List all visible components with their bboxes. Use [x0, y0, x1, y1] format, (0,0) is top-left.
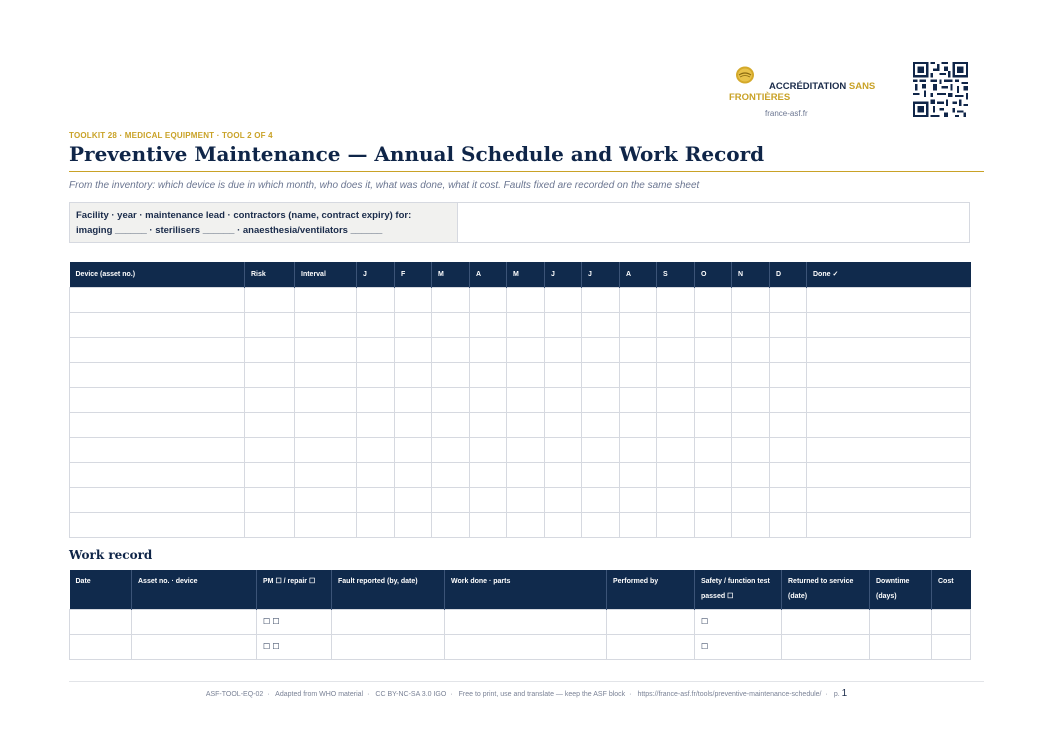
schedule-header-month: F — [395, 262, 432, 288]
footer-usage: Free to print, use and translate — keep the ASF block — [458, 691, 626, 698]
schedule-cell[interactable] — [770, 288, 807, 313]
schedule-cell[interactable] — [582, 463, 620, 488]
schedule-cell[interactable] — [70, 288, 245, 313]
footer-url[interactable]: https://france-asf.fr/tools/preventive-maintenance-schedule/ — [637, 691, 822, 698]
schedule-cell[interactable] — [470, 438, 507, 463]
brand-url[interactable]: france-asf.fr — [765, 109, 808, 118]
schedule-cell[interactable] — [695, 313, 732, 338]
schedule-cell[interactable] — [657, 463, 695, 488]
schedule-cell[interactable] — [545, 488, 582, 513]
schedule-cell[interactable] — [357, 338, 395, 363]
schedule-cell[interactable] — [70, 313, 245, 338]
work-record-cell[interactable] — [607, 634, 695, 659]
schedule-cell[interactable] — [507, 363, 545, 388]
schedule-cell[interactable] — [357, 288, 395, 313]
schedule-cell[interactable] — [545, 388, 582, 413]
schedule-cell[interactable] — [582, 438, 620, 463]
schedule-cell[interactable] — [295, 413, 357, 438]
schedule-header-month: J — [582, 262, 620, 288]
schedule-cell[interactable] — [695, 488, 732, 513]
schedule-cell[interactable] — [295, 338, 357, 363]
work-header-cost: Cost — [932, 570, 971, 609]
facility-box — [69, 202, 970, 243]
work-record-row — [70, 609, 971, 634]
work-record-cell[interactable] — [332, 634, 445, 659]
schedule-cell[interactable] — [470, 413, 507, 438]
schedule-cell[interactable] — [695, 338, 732, 363]
schedule-cell[interactable] — [545, 288, 582, 313]
schedule-cell[interactable] — [732, 313, 770, 338]
schedule-body — [70, 288, 971, 538]
schedule-header-device: Device (asset no.) — [70, 262, 245, 288]
schedule-cell[interactable] — [807, 463, 971, 488]
schedule-cell[interactable] — [507, 288, 545, 313]
work-record-cell[interactable]: ☐ ☐ — [257, 634, 332, 659]
brand-name-part1: ACCRÉDITATION — [769, 81, 847, 92]
schedule-cell[interactable] — [70, 338, 245, 363]
schedule-cell[interactable] — [620, 438, 657, 463]
schedule-cell[interactable] — [582, 363, 620, 388]
schedule-cell[interactable] — [657, 438, 695, 463]
schedule-header-month: J — [545, 262, 582, 288]
schedule-cell[interactable] — [245, 438, 295, 463]
schedule-cell[interactable] — [295, 363, 357, 388]
schedule-cell[interactable] — [545, 338, 582, 363]
schedule-cell[interactable] — [620, 338, 657, 363]
schedule-row — [70, 413, 971, 438]
schedule-cell[interactable] — [582, 313, 620, 338]
footer-license: CC BY-NC-SA 3.0 IGO — [375, 691, 447, 698]
work-record-body — [70, 609, 971, 659]
schedule-cell[interactable] — [245, 488, 295, 513]
schedule-cell[interactable] — [807, 338, 971, 363]
schedule-header-risk: Risk — [245, 262, 295, 288]
schedule-cell[interactable] — [245, 463, 295, 488]
work-record-cell[interactable] — [332, 609, 445, 634]
schedule-cell[interactable] — [245, 313, 295, 338]
schedule-cell[interactable] — [507, 338, 545, 363]
schedule-cell[interactable] — [657, 288, 695, 313]
work-record-cell[interactable]: ☐ — [695, 634, 782, 659]
work-record-cell[interactable] — [932, 634, 971, 659]
schedule-cell[interactable] — [695, 463, 732, 488]
page-title: Preventive Maintenance — Annual Schedule and Work Record — [69, 142, 765, 166]
footer-divider — [69, 681, 984, 682]
footer-code: ASF-TOOL-EQ-02 — [205, 691, 264, 698]
schedule-cell[interactable] — [295, 288, 357, 313]
schedule-cell[interactable] — [770, 513, 807, 538]
schedule-cell[interactable] — [770, 338, 807, 363]
work-record-row — [70, 634, 971, 659]
schedule-cell[interactable] — [620, 288, 657, 313]
schedule-cell[interactable] — [357, 363, 395, 388]
schedule-cell[interactable] — [807, 388, 971, 413]
schedule-cell[interactable] — [770, 438, 807, 463]
schedule-cell[interactable] — [732, 338, 770, 363]
facility-label-line1: Facility · year · maintenance lead · contractors (name, contract expiry) for: — [76, 210, 412, 221]
work-record-cell[interactable]: ☐ — [695, 609, 782, 634]
schedule-cell[interactable] — [470, 513, 507, 538]
qr-code-icon — [913, 62, 968, 117]
schedule-cell[interactable] — [432, 463, 470, 488]
facility-label-line2: imaging ______ · sterilisers ______ · anaesthesia/ventilators ______ — [76, 225, 383, 236]
schedule-header-month: O — [695, 262, 732, 288]
schedule-cell[interactable] — [507, 313, 545, 338]
work-header-fault: Fault reported (by, date) — [332, 570, 445, 609]
schedule-cell[interactable] — [395, 463, 432, 488]
schedule-cell[interactable] — [657, 388, 695, 413]
work-record-heading: Work record — [69, 548, 153, 562]
schedule-cell[interactable] — [470, 338, 507, 363]
schedule-cell[interactable] — [507, 388, 545, 413]
work-record-cell[interactable] — [445, 609, 607, 634]
schedule-cell[interactable] — [245, 363, 295, 388]
facility-input-area[interactable] — [458, 203, 969, 242]
schedule-cell[interactable] — [470, 363, 507, 388]
schedule-header-month: J — [357, 262, 395, 288]
schedule-cell[interactable] — [470, 288, 507, 313]
work-record-cell[interactable] — [782, 609, 870, 634]
schedule-cell[interactable] — [357, 438, 395, 463]
schedule-cell[interactable] — [695, 363, 732, 388]
schedule-row — [70, 438, 971, 463]
schedule-cell[interactable] — [395, 513, 432, 538]
schedule-cell[interactable] — [70, 413, 245, 438]
page-footer: ASF-TOOL-EQ-02 · Adapted from WHO material · CC BY-NC-SA 3.0 IGO · Free to print, use and translate — keep the ASF block · https://france-asf.fr/tools/preventive-maintenance-schedule/ · p. 1 — [205, 688, 848, 699]
work-record-cell[interactable] — [870, 634, 932, 659]
work-record-cell[interactable] — [70, 609, 132, 634]
schedule-cell[interactable] — [357, 513, 395, 538]
schedule-cell[interactable] — [657, 488, 695, 513]
schedule-cell[interactable] — [732, 438, 770, 463]
footer-page-label: p. — [833, 691, 840, 698]
brand-name — [729, 81, 904, 103]
schedule-cell[interactable] — [657, 363, 695, 388]
schedule-cell[interactable] — [295, 313, 357, 338]
schedule-cell[interactable] — [695, 388, 732, 413]
schedule-cell[interactable] — [657, 513, 695, 538]
schedule-header-month: D — [770, 262, 807, 288]
work-record-cell[interactable] — [132, 609, 257, 634]
schedule-cell[interactable] — [70, 488, 245, 513]
schedule-row — [70, 488, 971, 513]
work-header-work-done: Work done · parts — [445, 570, 607, 609]
footer-page-number: 1 — [841, 688, 848, 699]
schedule-cell[interactable] — [245, 288, 295, 313]
schedule-cell[interactable] — [807, 513, 971, 538]
schedule-row — [70, 313, 971, 338]
schedule-cell[interactable] — [507, 463, 545, 488]
schedule-cell[interactable] — [470, 388, 507, 413]
schedule-cell[interactable] — [507, 438, 545, 463]
work-record-cell[interactable] — [70, 634, 132, 659]
page-subtitle: From the inventory: which device is due in which month, who does it, what was done, what it cost. Faults fixed are recorded on the same sheet — [69, 180, 700, 191]
schedule-cell[interactable] — [545, 413, 582, 438]
schedule-cell[interactable] — [70, 438, 245, 463]
schedule-cell[interactable] — [732, 488, 770, 513]
schedule-cell[interactable] — [432, 338, 470, 363]
work-header-date: Date — [70, 570, 132, 609]
schedule-cell[interactable] — [732, 288, 770, 313]
toolkit-kicker: TOOLKIT 28 · MEDICAL EQUIPMENT · TOOL 2 OF 4 — [69, 131, 273, 140]
schedule-cell[interactable] — [395, 313, 432, 338]
schedule-cell[interactable] — [70, 513, 245, 538]
schedule-cell[interactable] — [620, 513, 657, 538]
schedule-cell[interactable] — [582, 513, 620, 538]
schedule-cell[interactable] — [582, 338, 620, 363]
schedule-cell[interactable] — [395, 338, 432, 363]
schedule-row — [70, 338, 971, 363]
schedule-cell[interactable] — [732, 513, 770, 538]
schedule-cell[interactable] — [695, 513, 732, 538]
schedule-header-month: M — [432, 262, 470, 288]
schedule-cell[interactable] — [582, 388, 620, 413]
schedule-cell[interactable] — [507, 513, 545, 538]
schedule-cell[interactable] — [432, 288, 470, 313]
work-header-downtime: Downtime (days) — [870, 570, 932, 609]
schedule-cell[interactable] — [620, 488, 657, 513]
schedule-cell[interactable] — [770, 388, 807, 413]
schedule-header-month: N — [732, 262, 770, 288]
schedule-cell[interactable] — [357, 388, 395, 413]
schedule-cell[interactable] — [295, 438, 357, 463]
schedule-cell[interactable] — [70, 363, 245, 388]
schedule-cell[interactable] — [245, 513, 295, 538]
schedule-row — [70, 388, 971, 413]
schedule-cell[interactable] — [470, 313, 507, 338]
schedule-cell[interactable] — [432, 438, 470, 463]
work-record-cell[interactable] — [132, 634, 257, 659]
brand-name-part2: SANS FRONTIÈRES — [729, 81, 876, 103]
work-header-safety-test: Safety / function test passed ☐ — [695, 570, 782, 609]
work-record-header-row — [70, 570, 971, 609]
schedule-cell[interactable] — [545, 313, 582, 338]
work-header-asset: Asset no. · device — [132, 570, 257, 609]
work-record-cell[interactable] — [932, 609, 971, 634]
schedule-cell[interactable] — [295, 513, 357, 538]
facility-label — [70, 203, 458, 242]
schedule-cell[interactable] — [295, 488, 357, 513]
schedule-cell[interactable] — [620, 413, 657, 438]
schedule-cell[interactable] — [770, 363, 807, 388]
work-header-returned: Returned to service (date) — [782, 570, 870, 609]
schedule-cell[interactable] — [657, 313, 695, 338]
schedule-header-month: M — [507, 262, 545, 288]
schedule-row — [70, 363, 971, 388]
schedule-cell[interactable] — [432, 363, 470, 388]
schedule-cell[interactable] — [620, 363, 657, 388]
schedule-cell[interactable] — [807, 488, 971, 513]
schedule-cell[interactable] — [657, 338, 695, 363]
schedule-cell[interactable] — [395, 438, 432, 463]
schedule-cell[interactable] — [432, 488, 470, 513]
schedule-row — [70, 288, 971, 313]
footer-source: Adapted from WHO material — [275, 691, 364, 698]
schedule-cell[interactable] — [807, 313, 971, 338]
schedule-header-month: A — [470, 262, 507, 288]
schedule-header-month: S — [657, 262, 695, 288]
schedule-cell[interactable] — [357, 413, 395, 438]
schedule-cell[interactable] — [507, 413, 545, 438]
schedule-cell[interactable] — [695, 438, 732, 463]
schedule-header-interval: Interval — [295, 262, 357, 288]
schedule-cell[interactable] — [432, 388, 470, 413]
schedule-table — [69, 262, 971, 538]
work-header-performed-by: Performed by — [607, 570, 695, 609]
schedule-cell[interactable] — [395, 288, 432, 313]
schedule-cell[interactable] — [295, 388, 357, 413]
work-header-type: PM ☐ / repair ☐ — [257, 570, 332, 609]
schedule-cell[interactable] — [770, 463, 807, 488]
schedule-cell[interactable] — [807, 288, 971, 313]
work-record-table — [69, 570, 971, 660]
schedule-cell[interactable] — [620, 463, 657, 488]
schedule-cell[interactable] — [657, 413, 695, 438]
schedule-cell[interactable] — [70, 388, 245, 413]
schedule-header-month: A — [620, 262, 657, 288]
schedule-cell[interactable] — [582, 488, 620, 513]
schedule-cell[interactable] — [545, 438, 582, 463]
schedule-header-done: Done ✓ — [807, 262, 971, 288]
schedule-cell[interactable] — [582, 288, 620, 313]
work-record-cell[interactable] — [607, 609, 695, 634]
schedule-header-row — [70, 262, 971, 288]
schedule-cell[interactable] — [395, 363, 432, 388]
schedule-cell[interactable] — [545, 513, 582, 538]
schedule-cell[interactable] — [432, 413, 470, 438]
schedule-cell[interactable] — [807, 413, 971, 438]
schedule-cell[interactable] — [620, 388, 657, 413]
schedule-cell[interactable] — [807, 438, 971, 463]
schedule-cell[interactable] — [507, 488, 545, 513]
schedule-cell[interactable] — [245, 413, 295, 438]
schedule-cell[interactable] — [357, 463, 395, 488]
schedule-cell[interactable] — [470, 463, 507, 488]
title-divider — [69, 171, 984, 172]
schedule-cell[interactable] — [357, 488, 395, 513]
schedule-cell[interactable] — [395, 488, 432, 513]
schedule-cell[interactable] — [770, 413, 807, 438]
schedule-cell[interactable] — [732, 363, 770, 388]
schedule-cell[interactable] — [732, 413, 770, 438]
schedule-cell[interactable] — [770, 488, 807, 513]
schedule-cell[interactable] — [807, 363, 971, 388]
schedule-cell[interactable] — [245, 338, 295, 363]
work-record-cell[interactable] — [782, 634, 870, 659]
schedule-cell[interactable] — [470, 488, 507, 513]
schedule-cell[interactable] — [732, 463, 770, 488]
work-record-cell[interactable] — [445, 634, 607, 659]
schedule-cell[interactable] — [545, 463, 582, 488]
schedule-cell[interactable] — [432, 313, 470, 338]
schedule-row — [70, 513, 971, 538]
schedule-row — [70, 463, 971, 488]
schedule-cell[interactable] — [732, 388, 770, 413]
schedule-cell[interactable] — [357, 313, 395, 338]
schedule-cell[interactable] — [695, 413, 732, 438]
schedule-cell[interactable] — [70, 463, 245, 488]
schedule-cell[interactable] — [620, 313, 657, 338]
schedule-cell[interactable] — [545, 363, 582, 388]
schedule-cell[interactable] — [395, 413, 432, 438]
schedule-cell[interactable] — [395, 388, 432, 413]
schedule-cell[interactable] — [432, 513, 470, 538]
work-record-cell[interactable] — [870, 609, 932, 634]
schedule-cell[interactable] — [245, 388, 295, 413]
schedule-cell[interactable] — [582, 413, 620, 438]
schedule-cell[interactable] — [295, 463, 357, 488]
work-record-cell[interactable]: ☐ ☐ — [257, 609, 332, 634]
schedule-cell[interactable] — [695, 288, 732, 313]
schedule-cell[interactable] — [770, 313, 807, 338]
